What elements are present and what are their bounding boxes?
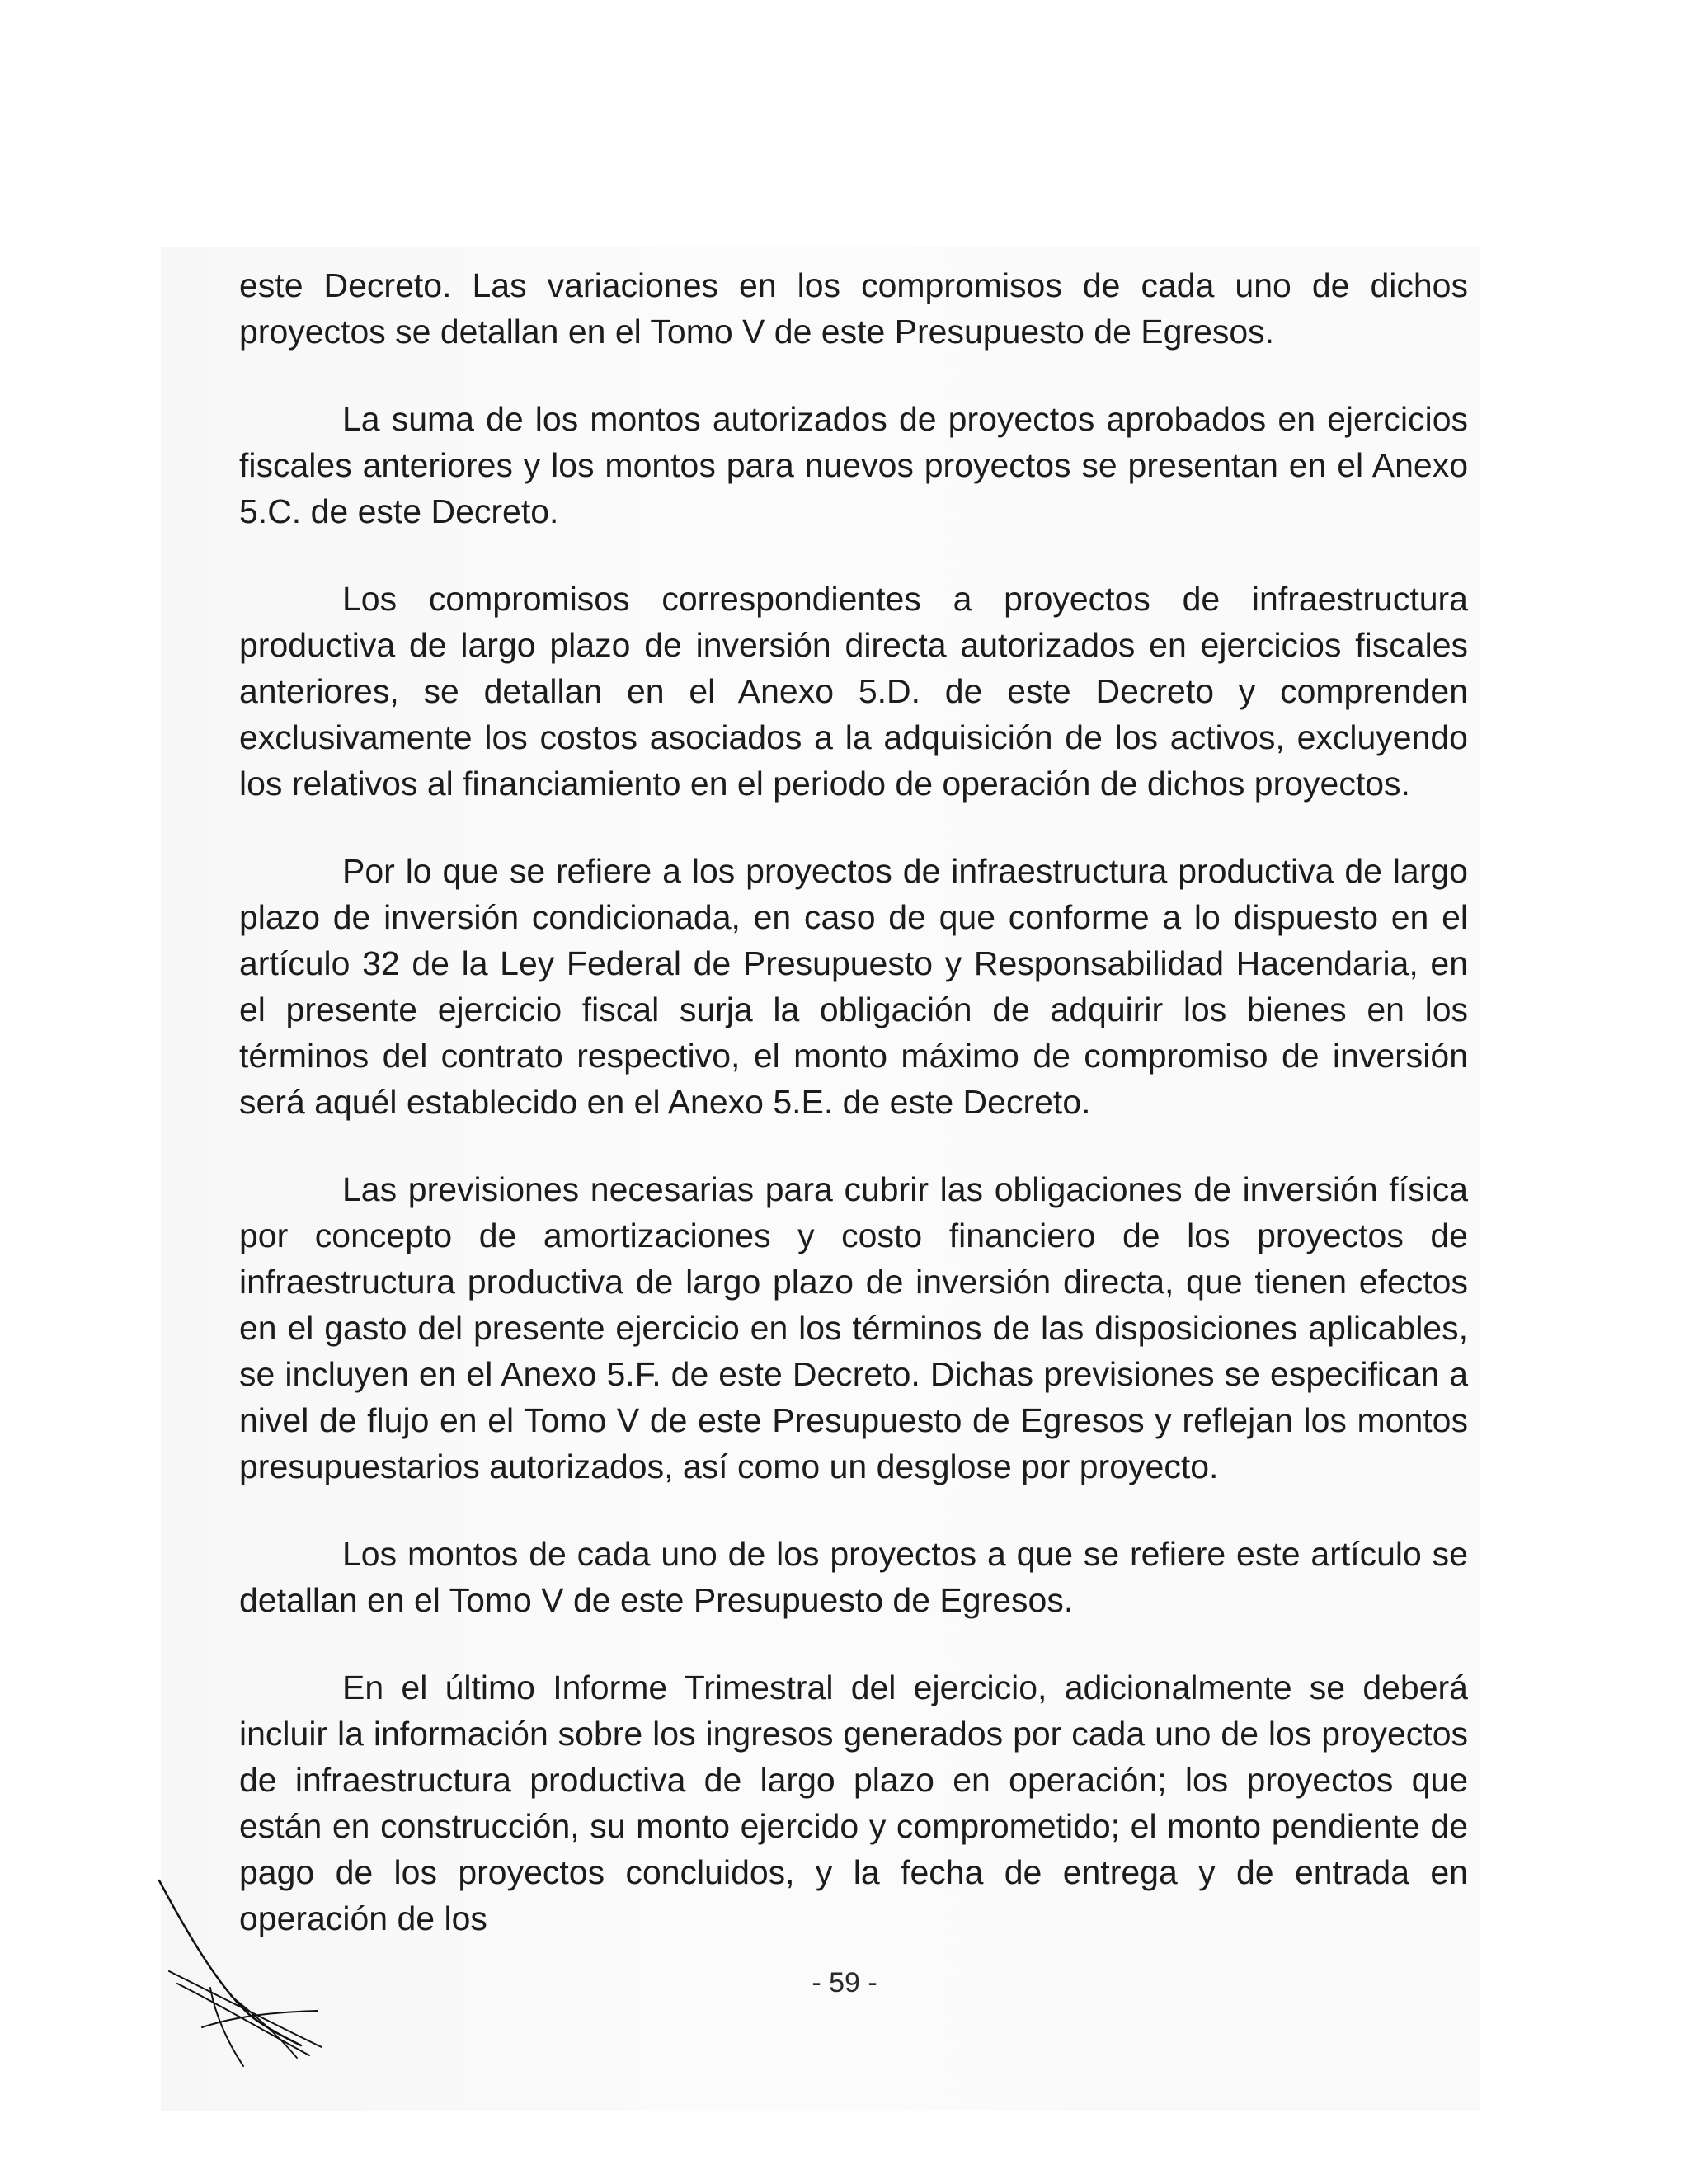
body-text — [239, 262, 1468, 1983]
paragraph-informe-trimestral: En el último Informe Trimestral del ejercicio, adicionalmente se deberá incluir la información sobre los ingresos generados por cada uno de los proyectos de infraestructura productiva de largo plazo en operación; los proyectos que están en construcción, su monto ejercido y comprometido; el monto pendiente de pago de los proyectos concluidos, y la fecha de entrega y de entrada en operación de los — [239, 1669, 1468, 1937]
paragraph-anexo-5c: La suma de los montos autorizados de proyectos aprobados en ejercicios fiscales anteriores y los montos para nuevos proyectos se presentan en el Anexo 5.C. de este Decreto. — [239, 400, 1468, 530]
paragraph-continuation: este Decreto. Las variaciones en los compromisos de cada uno de dichos proyectos se detallan en el Tomo V de este Presupuesto de Egresos. — [239, 266, 1468, 351]
paragraph-anexo-5d: Los compromisos correspondientes a proyectos de infraestructura productiva de largo plazo de inversión directa autorizados en ejercicios fiscales anteriores, se detallan en el Anexo 5.D. de este Decreto y comprenden exclusivamente los costos asociados a la adquisición de los activos, excluyendo los relativos al financiamiento en el periodo de operación de dichos proyectos. — [239, 580, 1468, 803]
paragraph-anexo-5f: Las previsiones necesarias para cubrir las obligaciones de inversión física por concepto de amortizaciones y costo financiero de los proyectos de infraestructura productiva de largo plazo de inversión directa, que tienen efectos en el gasto del presente ejercicio en los términos de las disposiciones aplicables, se incluyen en el Anexo 5.F. de este Decreto. Dichas previsiones se especifican a nivel de flujo en el Tomo V de este Presupuesto de Egresos y reflejan los montos presupuestarios autorizados, así como un desglose por proyecto. — [239, 1170, 1468, 1485]
paragraph-anexo-5e: Por lo que se refiere a los proyectos de infraestructura productiva de largo plazo de inversión condicionada, en caso de que conforme a lo dispuesto en el artículo 32 de la Ley Federal de Presupuesto y Responsabilidad Hacendaria, en el presente ejercicio fiscal surja la obligación de adquirir los bienes en los términos del contrato respectivo, el monto máximo de compromiso de inversión será aquél establecido en el Anexo 5.E. de este Decreto. — [239, 852, 1468, 1121]
paragraph-tomo-v: Los montos de cada uno de los proyectos a que se refiere este artículo se detallan en el Tomo V de este Presupuesto de Egresos. — [239, 1535, 1468, 1619]
page-number: - 59 - — [812, 1967, 877, 1998]
